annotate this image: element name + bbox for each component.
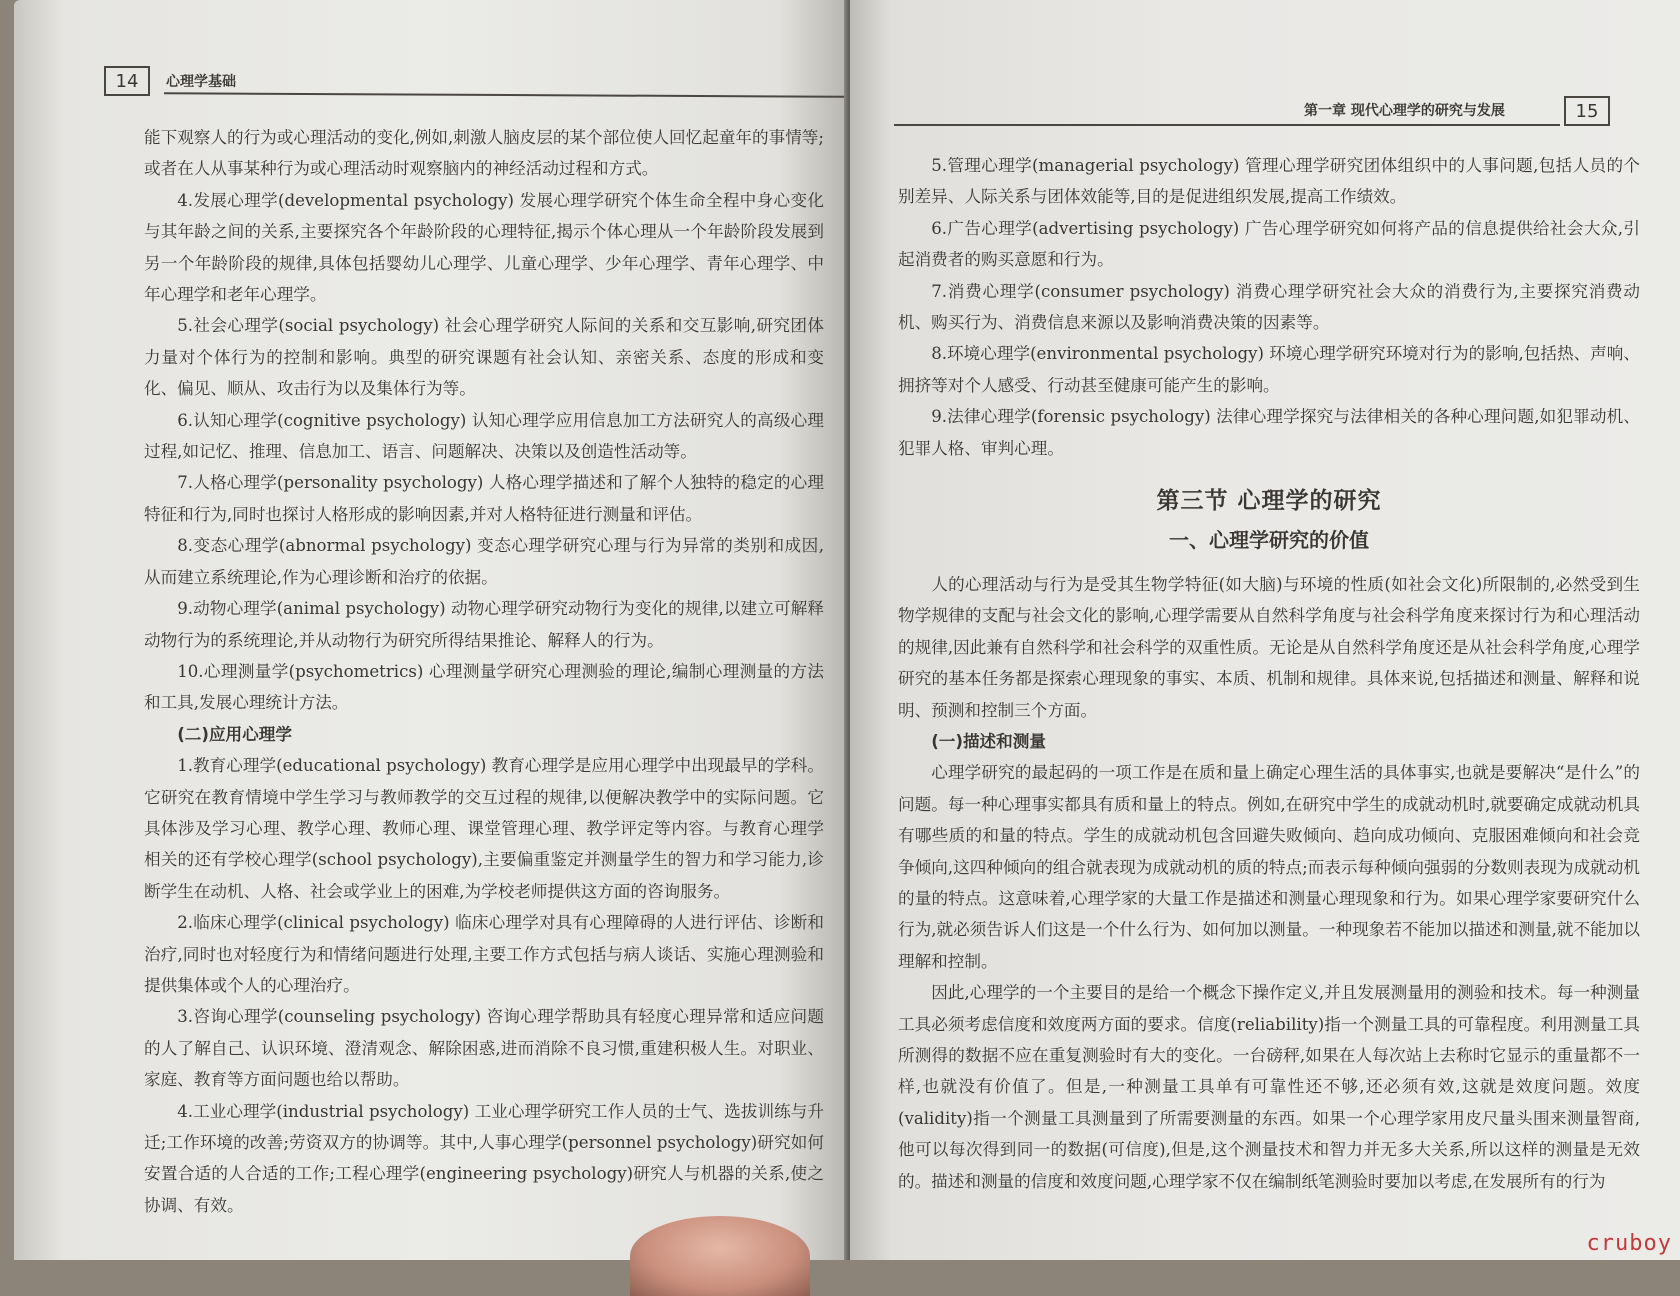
paragraph: 4.工业心理学(industrial psychology) 工业心理学研究工作人员的士气、选拔训练与升迁;工作环境的改善;劳资双方的协调等。其中,人事心理学(personnel psychology)研究如何安置合适的人合适的工作;工程心理学(engineering psychology)研究人与机器的关系,使之协调、有效。 (144, 1101, 824, 1215)
right-page (850, 0, 1680, 1260)
subsection-title: 一、心理学研究的价值 (1169, 528, 1369, 553)
subheading: (一)描述和测量 (931, 731, 1046, 751)
paragraph: 5.管理心理学(managerial psychology) 管理心理学研究团体组织中的人事问题,包括人员的个别差异、人际关系与团体效能等,目的是促进组织发展,提高工作绩效。 (898, 156, 1640, 207)
section-title: 第三节 心理学的研究 (1156, 488, 1382, 515)
left-page (14, 0, 846, 1260)
right-body-text (898, 150, 1640, 1197)
page-number: 15 (1564, 96, 1610, 126)
paragraph: 4.发展心理学(developmental psychology) 发展心理学研究个体生命全程中身心变化与其年龄之间的关系,主要探究各个年龄阶段的心理特征,揭示个体心理从一个年龄阶段发展到另一个年龄阶段的规律,具体包括婴幼儿心理学、儿童心理学、少年心理学、青年心理学、中年心理学和老年心理学。 (144, 190, 824, 305)
paragraph: 9.法律心理学(forensic psychology) 法律心理学探究与法律相关的各种心理问题,如犯罪动机、犯罪人格、审判心理。 (898, 407, 1640, 458)
paragraph: 2.临床心理学(clinical psychology) 临床心理学对具有心理障碍的人进行评估、诊断和治疗,同时也对轻度行为和情绪问题进行处理,主要工作方式包括与病人谈话、实施心理测验和提供集体或个人的心理治疗。 (144, 913, 824, 995)
paragraph: 9.动物心理学(animal psychology) 动物心理学研究动物行为变化的规律,以建立可解释动物行为的系统理论,并从动物行为研究所得结果推论、解释人的行为。 (144, 599, 824, 650)
watermark: cruboy (1586, 1231, 1672, 1256)
page-number: 14 (104, 66, 150, 96)
paragraph: 1.教育心理学(educational psychology) 教育心理学是应用心理学中出现最早的学科。它研究在教育情境中学生学习与教师教学的交互过程的规律,以便解决教学中的实际问题。它具体涉及学习心理、教学心理、教师心理、课堂管理心理、教学评定等内容。与教育心理学相关的还有学校心理学(school psychology),主要偏重鉴定并测量学生的智力和学习能力,诊断学生在动机、人格、社会或学业上的困难,为学校老师提供这方面的咨询服务。 (144, 756, 824, 901)
paragraph: 3.咨询心理学(counseling psychology) 咨询心理学帮助具有轻度心理异常和适应问题的人了解自己、认识环境、澄清观念、解除困惑,进而消除不良习惯,重建积极人生。对职业、家庭、教育等方面问题也给以帮助。 (144, 1007, 824, 1090)
running-title: 心理学基础 (166, 74, 236, 90)
paragraph: 7.消费心理学(consumer psychology) 消费心理学研究社会大众的消费行为,主要探究消费动机、购买行为、消费信息来源以及影响消费决策的因素等。 (898, 281, 1640, 333)
paragraph: 5.社会心理学(social psychology) 社会心理学研究人际间的关系和交互影响,研究团体力量对个体行为的控制和影响。典型的研究课题有社会认知、亲密关系、态度的形成和变化、偏见、顺从、攻击行为以及集体行为等。 (144, 316, 824, 399)
paragraph: 人的心理活动与行为是受其生物学特征(如大脑)与环境的性质(如社会文化)所限制的,必然受到生物学规律的支配与社会文化的影响,心理学需要从自然科学角度与社会科学角度来探讨行为和心理活动的规律,因此兼有自然科学和社会科学的双重性质。无论是从自然科学角度还是从社会科学角度,心理学研究的基本任务都是探索心理现象的事实、本质、机制和规律。具体来说,包括描述和测量、解释和说明、预测和控制三个方面。 (898, 574, 1640, 720)
paragraph: 6.认知心理学(cognitive psychology) 认知心理学应用信息加工方法研究人的高级心理过程,如记忆、推理、信息加工、语言、问题解决、决策以及创造性活动等。 (144, 410, 824, 462)
left-body-text (144, 122, 824, 1221)
paragraph: 能下观察人的行为或心理活动的变化,例如,刺激人脑皮层的某个部位使人回忆起童年的事情等;或者在人从事某种行为或心理活动时观察脑内的神经活动过程和方式。 (144, 128, 824, 179)
paragraph: 因此,心理学的一个主要目的是给一个概念下操作定义,并且发展测量用的测验和技术。每一种测量工具必须考虑信度和效度两方面的要求。信度(reliability)指一个测量工具的可靠程度。利用测量工具所测得的数据不应在重复测验时有大的变化。一台磅秤,如果在人每次站上去称时它显示的重量都不一样,也就没有价值了。但是,一种测量工具单有可靠性还不够,还必须有效,这就是效度问题。效度(validity)指一个测量工具测量到了所需要测量的东西。如果一个心理学家用皮尺量头围来测量智商,他可以每次得到同一的数据(可信度),但是,这个测量技术和智力并无多大关系,所以这样的测量是无效的。描述和测量的信度和效度问题,心理学家不仅在编制纸笔测验时要加以考虑,在发展所有的行为 (898, 983, 1640, 1191)
paragraph: 8.变态心理学(abnormal psychology) 变态心理学研究心理与行为异常的类别和成因,从而建立系统理论,作为心理诊断和治疗的依据。 (144, 536, 824, 587)
paragraph: 10.心理测量学(psychometrics) 心理测量学研究心理测验的理论,编制心理测量的方法和工具,发展心理统计方法。 (144, 661, 824, 713)
paragraph: 7.人格心理学(personality psychology) 人格心理学描述和了解个人独特的稳定的心理特征和行为,同时也探讨人格形成的影响因素,并对人格特征进行测量和评估。 (144, 473, 824, 524)
thumb-finger (630, 1216, 810, 1296)
subheading: (二)应用心理学 (177, 724, 292, 744)
right-page-header (850, 94, 1680, 128)
header-rule (894, 124, 1560, 126)
paragraph: 心理学研究的最起码的一项工作是在质和量上确定心理生活的具体事实,也就是要解决“是什么”的问题。每一种心理事实都具有质和量上的特点。例如,在研究中学生的成就动机时,就要确定成就动机具有哪些质的和量的特点。学生的成就动机包含回避失败倾向、趋向成功倾向、克服困难倾向和社会竞争倾向,这四种倾向的组合就表现为成就动机的质的特点;而表示每种倾向强弱的分数则表现为成就动机的量的特点。这意味着,心理学家的大量工作是描述和测量心理现象和行为。如果心理学家要研究什么行为,就必须告诉人们这是一个什么行为、如何加以测量。一种现象若不能加以描述和测量,就不能加以理解和控制。 (898, 763, 1640, 971)
running-title: 第一章 现代心理学的研究与发展 (1304, 103, 1505, 119)
paragraph: 8.环境心理学(environmental psychology) 环境心理学研究环境对行为的影响,包括热、声响、拥挤等对个人感受、行动甚至健康可能产生的影响。 (898, 344, 1640, 395)
paragraph: 6.广告心理学(advertising psychology) 广告心理学研究如何将产品的信息提供给社会大众,引起消费者的购买意愿和行为。 (898, 218, 1640, 270)
